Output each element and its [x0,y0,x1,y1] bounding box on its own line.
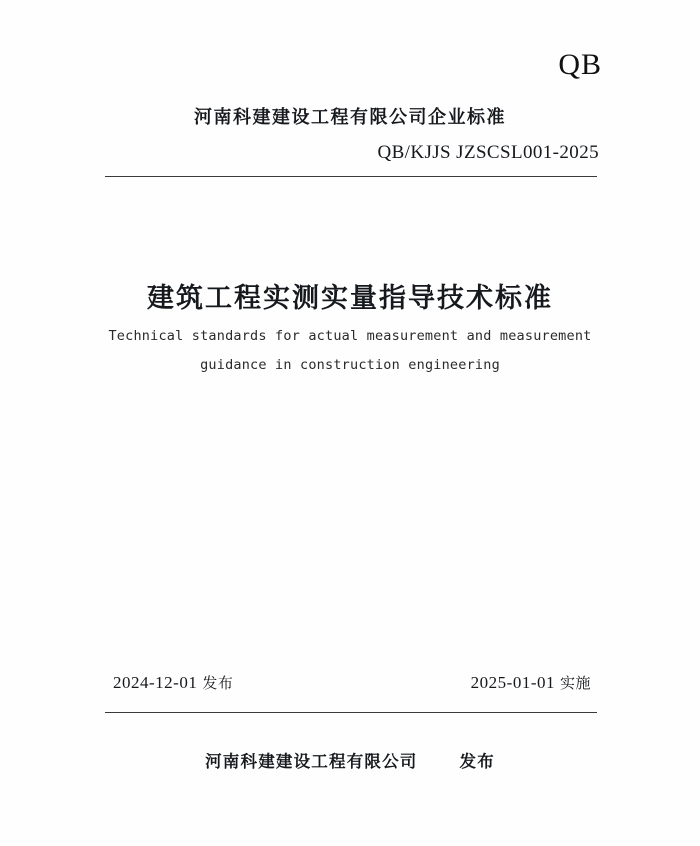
document-title-english-line2: guidance in construction engineering [200,357,500,373]
footer-divider [105,712,597,713]
document-title-english [0,322,700,380]
release-label: 发布 [202,674,234,692]
publisher-name: 河南科建建设工程有限公司 [205,752,418,771]
publisher-label: 发布 [459,752,495,771]
implementation-label: 实施 [559,674,591,692]
header-divider [105,176,597,177]
release-date: 2024-12-01 [113,673,198,692]
implementation-date: 2025-01-01 [470,673,555,692]
release-date-group [113,672,233,693]
date-row [113,672,591,693]
implementation-date-group [471,672,591,693]
document-title-chinese: 建筑工程实测实量指导技术标准 [147,283,553,314]
document-title-english-line1: Technical standards for actual measurement and measurement [108,328,592,344]
issuing-organization-line: 河南科建建设工程有限公司企业标准 [194,107,506,128]
publisher-row [0,748,700,772]
standard-mark: QB [558,48,602,81]
standard-code: QB/KJJS JZSCSL001-2025 [377,142,599,163]
